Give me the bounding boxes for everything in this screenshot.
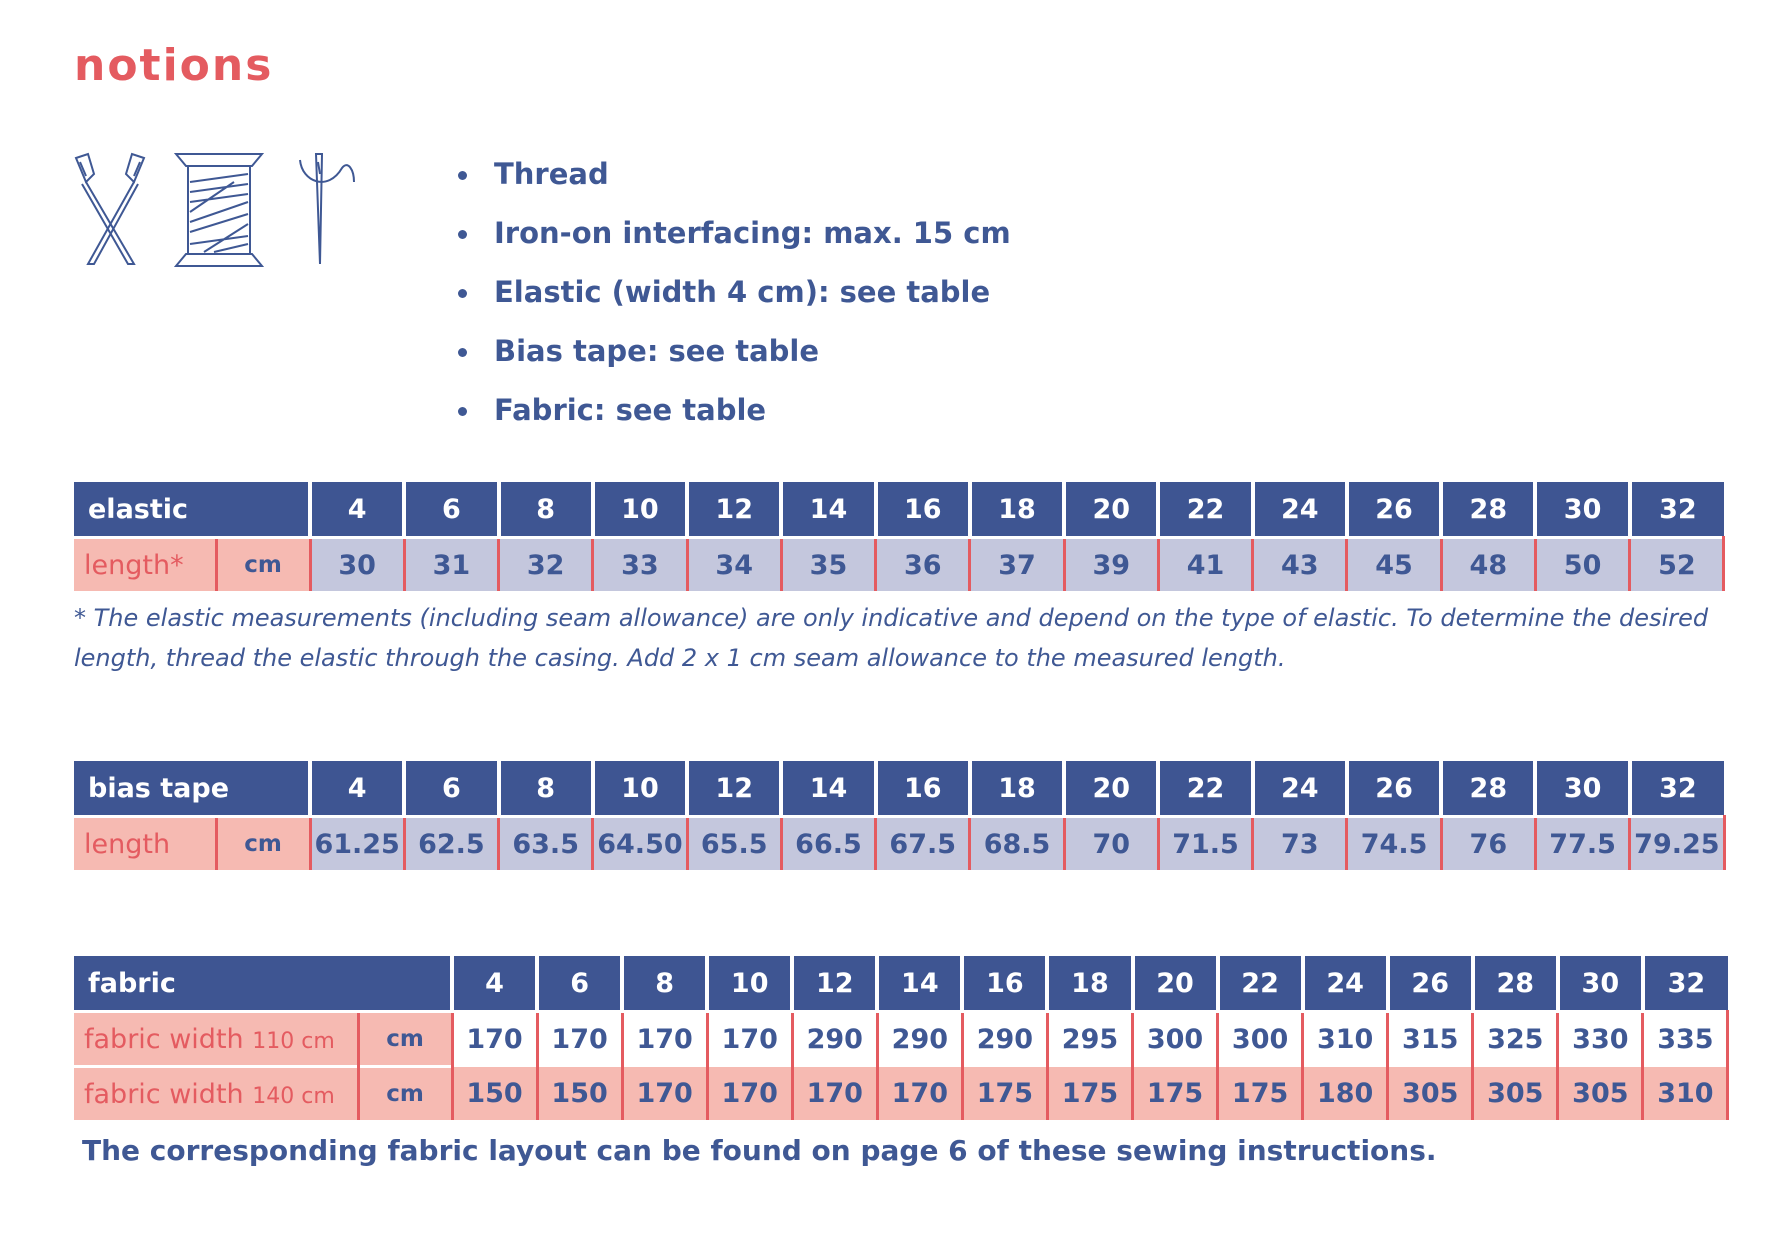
- table-cell: 290: [877, 1012, 962, 1067]
- fabric-layout-note: The corresponding fabric layout can be found on page 6 of these sewing instructions.: [82, 1134, 1437, 1167]
- table-cell: 36: [876, 538, 970, 592]
- table-cell: 33: [593, 538, 687, 592]
- table-cell: 70: [1064, 817, 1158, 871]
- size-header: 32: [1643, 956, 1728, 1012]
- table-cell: 170: [877, 1067, 962, 1121]
- size-header: 20: [1064, 761, 1158, 817]
- list-item: Bias tape: see table: [458, 322, 1011, 381]
- table-row: [74, 538, 1724, 592]
- size-header: 4: [452, 956, 537, 1012]
- fabric-table: [74, 956, 1729, 1120]
- table-title: fabric: [74, 956, 452, 1012]
- table-cell: 170: [792, 1067, 877, 1121]
- row-label-main: fabric width: [84, 1078, 244, 1110]
- size-header: 20: [1133, 956, 1218, 1012]
- table-cell: 65.5: [687, 817, 781, 871]
- table-cell: 310: [1303, 1012, 1388, 1067]
- size-header: 30: [1558, 956, 1643, 1012]
- bias-tape-table: [74, 761, 1726, 870]
- size-header: 28: [1441, 761, 1535, 817]
- table-cell: 63.5: [499, 817, 593, 871]
- row-label: [74, 1067, 358, 1121]
- row-label-width: 140 cm: [252, 1083, 335, 1109]
- size-header: 22: [1218, 956, 1303, 1012]
- table-cell: 41: [1158, 538, 1252, 592]
- size-header: 32: [1630, 761, 1724, 817]
- row-label-main: fabric width: [84, 1023, 244, 1055]
- table-cell: 32: [499, 538, 593, 592]
- table-cell: 62.5: [404, 817, 498, 871]
- size-header: 30: [1535, 482, 1629, 538]
- table-title: elastic: [74, 482, 310, 538]
- size-header: 18: [970, 761, 1064, 817]
- table-row: [74, 817, 1724, 871]
- row-label: length: [74, 817, 216, 871]
- list-item: Elastic (width 4 cm): see table: [458, 263, 1011, 322]
- table-cell: 305: [1388, 1067, 1473, 1121]
- size-header: 12: [792, 956, 877, 1012]
- table-cell: 300: [1133, 1012, 1218, 1067]
- table-cell: 180: [1303, 1067, 1388, 1121]
- size-header: 24: [1253, 482, 1347, 538]
- size-header: 10: [593, 482, 687, 538]
- size-header: 28: [1473, 956, 1558, 1012]
- size-header: 6: [404, 761, 498, 817]
- size-header: 6: [537, 956, 622, 1012]
- size-header: 8: [499, 761, 593, 817]
- size-header: 12: [687, 482, 781, 538]
- table-cell: 175: [1133, 1067, 1218, 1121]
- size-header: 6: [404, 482, 498, 538]
- table-cell: 52: [1630, 538, 1724, 592]
- table-cell: 79.25: [1630, 817, 1724, 871]
- elastic-table: [74, 482, 1725, 591]
- table-cell: 43: [1253, 538, 1347, 592]
- table-cell: 48: [1441, 538, 1535, 592]
- size-header: 14: [877, 956, 962, 1012]
- size-header: 22: [1158, 482, 1252, 538]
- size-header: 28: [1441, 482, 1535, 538]
- table-cell: 325: [1473, 1012, 1558, 1067]
- list-item: Iron-on interfacing: max. 15 cm: [458, 204, 1011, 263]
- size-header: 32: [1630, 482, 1724, 538]
- size-header: 18: [1047, 956, 1132, 1012]
- table-header-row: [74, 956, 1728, 1012]
- table-header-row: [74, 482, 1724, 538]
- table-cell: 150: [537, 1067, 622, 1121]
- size-header: 18: [970, 482, 1064, 538]
- table-cell: 170: [707, 1067, 792, 1121]
- table-cell: 66.5: [781, 817, 875, 871]
- table-cell: 64.50: [593, 817, 687, 871]
- size-header: 4: [310, 482, 404, 538]
- table-cell: 150: [452, 1067, 537, 1121]
- table-cell: 35: [781, 538, 875, 592]
- elastic-footnote: * The elastic measurements (including seam allowance) are only indicative and depend on the type of elastic. To determine the desired length, thread the elastic through the casing. Add 2 x 1 cm seam allowance to the measured length.: [74, 604, 1709, 672]
- size-header: 24: [1253, 761, 1347, 817]
- table-cell: 170: [452, 1012, 537, 1067]
- size-header: 26: [1347, 482, 1441, 538]
- table-cell: 170: [622, 1012, 707, 1067]
- table-cell: 290: [962, 1012, 1047, 1067]
- size-header: 4: [310, 761, 404, 817]
- table-cell: 175: [1218, 1067, 1303, 1121]
- row-label: [74, 1012, 358, 1067]
- table-cell: 170: [622, 1067, 707, 1121]
- row-label: length*: [74, 538, 216, 592]
- unit-label: cm: [358, 1012, 452, 1067]
- table-cell: 67.5: [876, 817, 970, 871]
- table-cell: 315: [1388, 1012, 1473, 1067]
- scissors-icon: [74, 152, 146, 268]
- row-label-width: 110 cm: [252, 1028, 335, 1054]
- table-cell: 310: [1643, 1067, 1728, 1121]
- table-cell: 305: [1558, 1067, 1643, 1121]
- notions-list: [458, 145, 1011, 440]
- table-cell: 68.5: [970, 817, 1064, 871]
- table-header-row: [74, 761, 1724, 817]
- table-cell: 175: [1047, 1067, 1132, 1121]
- size-header: 20: [1064, 482, 1158, 538]
- table-cell: 290: [792, 1012, 877, 1067]
- table-title: bias tape: [74, 761, 310, 817]
- size-header: 16: [962, 956, 1047, 1012]
- table-cell: 45: [1347, 538, 1441, 592]
- table-cell: 330: [1558, 1012, 1643, 1067]
- table-cell: 170: [707, 1012, 792, 1067]
- table-cell: 74.5: [1347, 817, 1441, 871]
- table-row: [74, 1012, 1728, 1067]
- size-header: 12: [687, 761, 781, 817]
- table-cell: 76: [1441, 817, 1535, 871]
- table-cell: 170: [537, 1012, 622, 1067]
- thread-spool-icon: [174, 152, 264, 268]
- table-cell: 50: [1535, 538, 1629, 592]
- size-header: 8: [622, 956, 707, 1012]
- table-cell: 305: [1473, 1067, 1558, 1121]
- unit-label: cm: [358, 1067, 452, 1121]
- size-header: 26: [1347, 761, 1441, 817]
- table-cell: 300: [1218, 1012, 1303, 1067]
- table-cell: 31: [404, 538, 498, 592]
- size-header: 26: [1388, 956, 1473, 1012]
- table-cell: 335: [1643, 1012, 1728, 1067]
- list-item: Thread: [458, 145, 1011, 204]
- size-header: 8: [499, 482, 593, 538]
- size-header: 14: [781, 482, 875, 538]
- table-cell: 39: [1064, 538, 1158, 592]
- size-header: 10: [707, 956, 792, 1012]
- size-header: 14: [781, 761, 875, 817]
- table-cell: 77.5: [1535, 817, 1629, 871]
- needle-icon: [298, 152, 358, 268]
- unit-label: cm: [216, 817, 310, 871]
- size-header: 30: [1535, 761, 1629, 817]
- size-header: 16: [876, 482, 970, 538]
- unit-label: cm: [216, 538, 310, 592]
- size-header: 16: [876, 761, 970, 817]
- table-cell: 34: [687, 538, 781, 592]
- table-cell: 73: [1253, 817, 1347, 871]
- size-header: 24: [1303, 956, 1388, 1012]
- table-cell: 37: [970, 538, 1064, 592]
- table-cell: 175: [962, 1067, 1047, 1121]
- list-item: Fabric: see table: [458, 381, 1011, 440]
- page-title: notions: [74, 40, 274, 91]
- size-header: 22: [1158, 761, 1252, 817]
- table-cell: 30: [310, 538, 404, 592]
- table-row: [74, 1067, 1728, 1121]
- size-header: 10: [593, 761, 687, 817]
- table-cell: 61.25: [310, 817, 404, 871]
- table-cell: 71.5: [1158, 817, 1252, 871]
- table-cell: 295: [1047, 1012, 1132, 1067]
